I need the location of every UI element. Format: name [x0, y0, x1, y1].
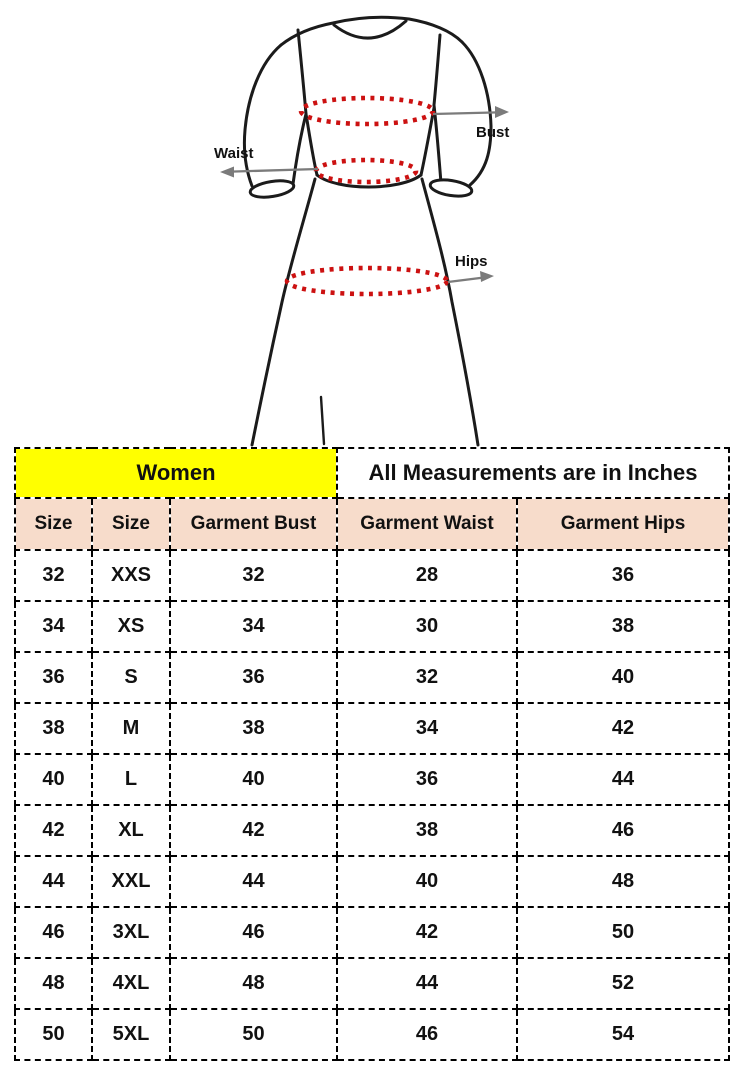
waist-label: Waist — [214, 145, 254, 162]
size-numeric-cell: 36 — [15, 652, 92, 703]
size-alpha-cell: M — [92, 703, 170, 754]
hips-arrow — [448, 278, 483, 282]
table-row — [15, 754, 729, 805]
size-alpha-cell: 4XL — [92, 958, 170, 1009]
bust-cell: 50 — [170, 1009, 337, 1060]
hips-cell: 42 — [517, 703, 729, 754]
waist-measure-ellipse — [316, 160, 416, 182]
bust-cell: 36 — [170, 652, 337, 703]
table-row — [15, 1009, 729, 1060]
bust-arrowhead-icon — [495, 106, 509, 118]
hips-cell: 40 — [517, 652, 729, 703]
table-row — [15, 958, 729, 1009]
hips-cell: 48 — [517, 856, 729, 907]
bust-cell: 38 — [170, 703, 337, 754]
hips-arrowhead-icon — [480, 271, 494, 282]
size-alpha-cell: 5XL — [92, 1009, 170, 1060]
bust-label: Bust — [476, 124, 510, 141]
waist-cell: 44 — [337, 958, 517, 1009]
group-header-row — [15, 448, 729, 498]
women-group-header: Women — [15, 448, 337, 498]
dress-left-sleeve-outer — [244, 45, 281, 186]
waist-cell: 42 — [337, 907, 517, 958]
size-alpha-cell: 3XL — [92, 907, 170, 958]
dress-right-cuff — [429, 177, 473, 198]
size-alpha-cell: XS — [92, 601, 170, 652]
size-chart-body — [15, 550, 729, 1060]
bust-cell: 46 — [170, 907, 337, 958]
column-header-size-alpha: Size — [92, 498, 170, 550]
dress-skirt-slit — [321, 397, 324, 444]
size-numeric-cell: 44 — [15, 856, 92, 907]
hips-label: Hips — [455, 253, 488, 270]
size-alpha-cell: L — [92, 754, 170, 805]
hips-cell: 44 — [517, 754, 729, 805]
size-alpha-cell: S — [92, 652, 170, 703]
column-header-garment-hips: Garment Hips — [517, 498, 729, 550]
bust-cell: 44 — [170, 856, 337, 907]
bust-measure-ellipse — [301, 98, 433, 124]
size-alpha-cell: XL — [92, 805, 170, 856]
size-numeric-cell: 38 — [15, 703, 92, 754]
size-alpha-cell: XXL — [92, 856, 170, 907]
size-alpha-cell: XXS — [92, 550, 170, 601]
dress-left-cuff — [249, 178, 295, 200]
dress-outline-drawing — [244, 17, 491, 445]
size-numeric-cell: 40 — [15, 754, 92, 805]
dress-right-seam — [434, 35, 440, 105]
table-row — [15, 652, 729, 703]
hips-measure-ellipse — [287, 268, 447, 294]
waist-cell: 38 — [337, 805, 517, 856]
units-group-header: All Measurements are in Inches — [337, 448, 729, 498]
bust-cell: 48 — [170, 958, 337, 1009]
dress-shoulders-line — [281, 17, 462, 45]
size-chart-header — [15, 448, 729, 550]
table-row — [15, 907, 729, 958]
hips-cell: 38 — [517, 601, 729, 652]
size-numeric-cell: 32 — [15, 550, 92, 601]
waist-arrowhead-icon — [220, 167, 234, 178]
bust-cell: 32 — [170, 550, 337, 601]
size-numeric-cell: 42 — [15, 805, 92, 856]
hips-cell: 54 — [517, 1009, 729, 1060]
waist-arrow — [231, 169, 318, 172]
dress-left-skirt-edge — [252, 179, 315, 445]
hips-cell: 36 — [517, 550, 729, 601]
size-numeric-cell: 50 — [15, 1009, 92, 1060]
waist-cell: 46 — [337, 1009, 517, 1060]
waist-cell: 32 — [337, 652, 517, 703]
waist-cell: 28 — [337, 550, 517, 601]
waist-cell: 34 — [337, 703, 517, 754]
size-chart-table — [14, 447, 730, 1061]
dress-right-skirt-edge — [422, 179, 478, 445]
bust-cell: 34 — [170, 601, 337, 652]
hips-cell: 50 — [517, 907, 729, 958]
bust-cell: 40 — [170, 754, 337, 805]
dress-measurement-diagram — [0, 0, 746, 447]
column-header-size-numeric: Size — [15, 498, 92, 550]
waist-cell: 30 — [337, 601, 517, 652]
table-row — [15, 550, 729, 601]
column-header-garment-waist: Garment Waist — [337, 498, 517, 550]
table-row — [15, 601, 729, 652]
column-header-row — [15, 498, 729, 550]
hips-cell: 52 — [517, 958, 729, 1009]
table-row — [15, 856, 729, 907]
size-numeric-cell: 48 — [15, 958, 92, 1009]
waist-cell: 36 — [337, 754, 517, 805]
table-row — [15, 805, 729, 856]
dress-neckline — [334, 21, 406, 38]
size-numeric-cell: 46 — [15, 907, 92, 958]
column-header-garment-bust: Garment Bust — [170, 498, 337, 550]
dress-left-bodice-side — [306, 114, 317, 175]
waist-cell: 40 — [337, 856, 517, 907]
bust-arrow — [433, 112, 498, 114]
bust-cell: 42 — [170, 805, 337, 856]
dress-right-sleeve-inner — [434, 105, 441, 183]
hips-cell: 46 — [517, 805, 729, 856]
size-numeric-cell: 34 — [15, 601, 92, 652]
dress-left-seam — [298, 30, 306, 114]
table-row — [15, 703, 729, 754]
dress-left-sleeve-inner — [293, 114, 306, 184]
